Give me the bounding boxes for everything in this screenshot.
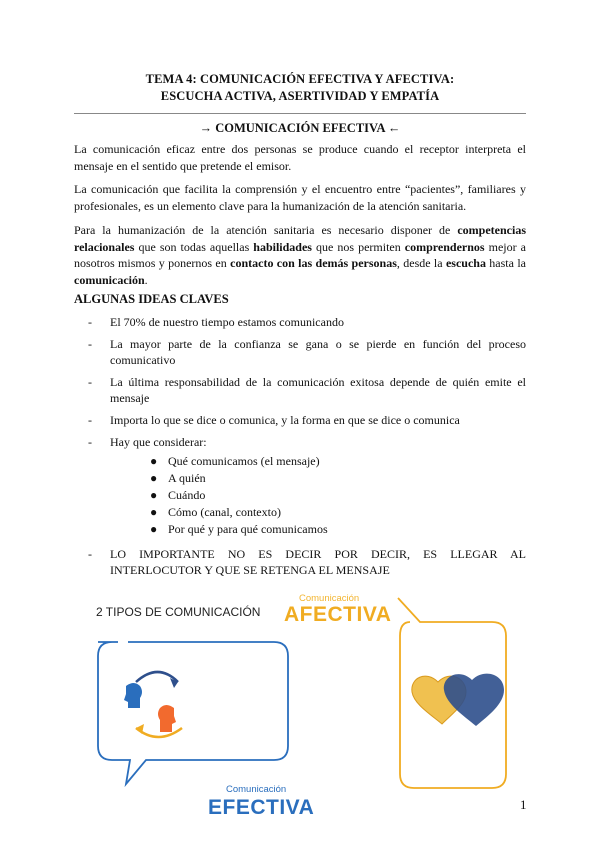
list-item-text: El 70% de nuestro tiempo estamos comunicando xyxy=(110,315,344,329)
dash-bullet: - xyxy=(88,337,92,351)
list-item xyxy=(88,374,526,406)
p3-bold: escucha xyxy=(445,256,486,270)
list-item-text: Importa lo que se dice o comunica, y la forma en que se dice o comunica xyxy=(110,413,460,427)
dash-bullet: - xyxy=(88,315,92,329)
p3-bold: comprendernos xyxy=(404,239,485,254)
document-title-line2: ESCUCHA ACTIVA, ASERTIVIDAD Y EMPATÍA xyxy=(160,89,440,103)
sub-list-item xyxy=(150,470,526,487)
ideas-list xyxy=(88,314,526,584)
paragraph-2: La comunicación que facilita la comprensión y el encuentro entre “pacientes”, familiares y profesionales, es un elemento clave para la humanización de la atención sanitaria. xyxy=(74,182,526,213)
sub-list-item xyxy=(150,453,526,470)
p3-text: hasta la xyxy=(485,256,526,270)
speech-bubble-efectiva xyxy=(98,642,288,784)
dash-bullet: - xyxy=(88,547,92,561)
p3-bold: comunicación xyxy=(74,272,145,287)
bullet-dot-icon: ● xyxy=(150,505,158,519)
dash-bullet: - xyxy=(88,435,92,449)
bullet-dot-icon: ● xyxy=(150,488,158,502)
bullet-dot-icon: ● xyxy=(150,471,158,485)
sub-list-item-text: A quién xyxy=(168,471,206,485)
sub-list-item-text: Cómo (canal, contexto) xyxy=(168,505,281,519)
page-number: 1 xyxy=(520,797,527,812)
hearts-icon xyxy=(412,674,504,726)
p3-text: mejor a nosotros mismos y ponernos en xyxy=(74,239,526,270)
list-item-text: La última responsabilidad de la comunicación exitosa depende de quién emite el mensaje xyxy=(110,375,526,405)
document-title-line1: TEMA 4: COMUNICACIÓN EFECTIVA Y AFECTIVA: xyxy=(145,72,455,86)
title-divider xyxy=(74,113,526,114)
sub-list-item-text: Cuándo xyxy=(168,488,206,502)
efectiva-caption-small: Comunicación xyxy=(226,784,287,795)
figure-title: 2 TIPOS DE COMUNICACIÓN xyxy=(96,605,261,619)
paragraph-3 xyxy=(74,222,526,288)
list-item-text: LO IMPORTANTE NO ES DECIR POR DECIR, ES LLEGAR AL INTERLOCUTOR Y QUE SE RETENGA EL MENSAJE xyxy=(110,547,526,577)
list-item xyxy=(88,546,526,578)
sub-list-item-text: Qué comunicamos (el mensaje) xyxy=(168,454,320,468)
list-item xyxy=(88,314,526,330)
bullet-dot-icon: ● xyxy=(150,522,158,536)
sub-list xyxy=(150,453,526,538)
paragraph-1: La comunicación eficaz entre dos personas se produce cuando el receptor interpreta el mensaje en el sentido que pretende el emisor. xyxy=(74,142,526,173)
dash-bullet: - xyxy=(88,375,92,389)
p3-bold: competencias relacionales xyxy=(74,223,526,254)
sub-list-item xyxy=(150,487,526,504)
list-item-text: Hay que considerar: xyxy=(110,435,207,449)
p3-text: . xyxy=(144,272,148,287)
ideas-heading: ALGUNAS IDEAS CLAVES xyxy=(74,292,229,306)
list-item xyxy=(88,434,526,538)
section-heading: → COMUNICACIÓN EFECTIVA ← xyxy=(199,121,401,135)
sub-list-item xyxy=(150,521,526,538)
sub-list-item xyxy=(150,504,526,521)
sub-list-item-text: Por qué y para qué comunicamos xyxy=(168,522,328,536)
communication-types-figure xyxy=(74,578,526,826)
list-item xyxy=(88,336,526,368)
list-item-text: La mayor parte de la confianza se gana o se pierde en función del proceso comunicativo xyxy=(110,337,526,367)
efectiva-caption: EFECTIVA xyxy=(208,796,315,819)
p3-bold: habilidades xyxy=(253,239,312,254)
p3-text: Para la humanización de la atención sanitaria es necesario disponer de xyxy=(74,223,458,237)
p3-text: que son todas aquellas xyxy=(134,239,254,254)
people-communication-icon xyxy=(124,672,182,737)
p3-bold: contacto con las demás personas xyxy=(230,256,397,270)
afectiva-caption: AFECTIVA xyxy=(284,603,392,626)
dash-bullet: - xyxy=(88,413,92,427)
p3-text: que nos permiten xyxy=(311,239,405,254)
afectiva-caption-small: Comunicación xyxy=(299,593,360,604)
list-item xyxy=(88,412,526,428)
bullet-dot-icon: ● xyxy=(150,454,158,468)
p3-text: , desde la xyxy=(396,256,446,270)
